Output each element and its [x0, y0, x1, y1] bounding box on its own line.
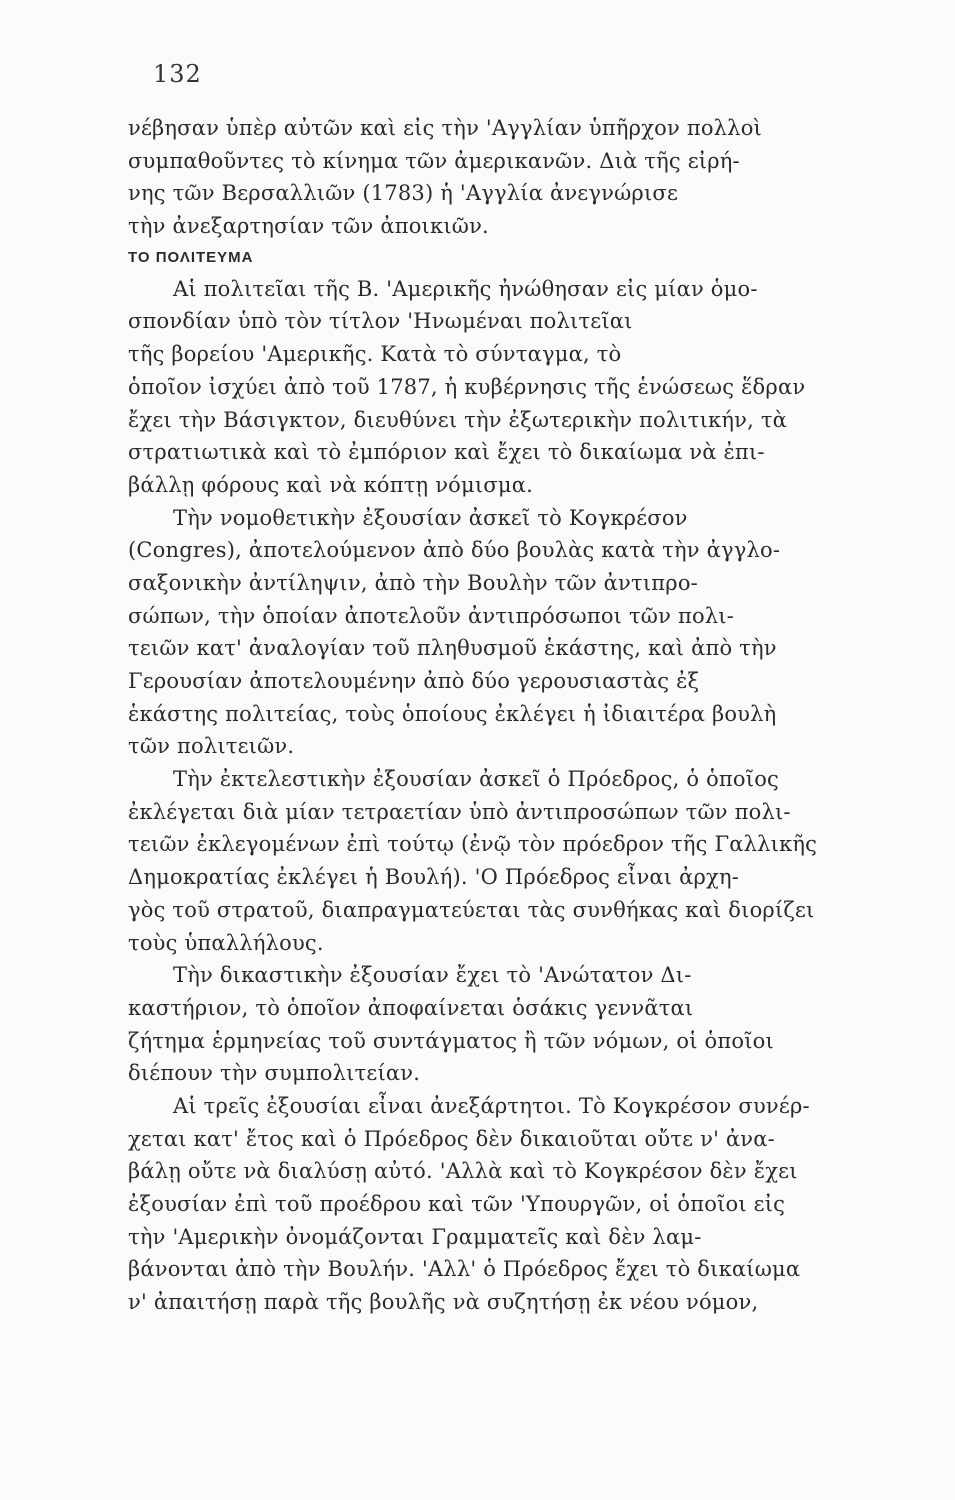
text-line: ζήτημα ἑρμηνείας τοῦ συντάγματος ἢ τῶν νόμων, οἱ ὁποῖοι — [128, 1028, 774, 1053]
text-line: τειῶν ἐκλεγομένων ἐπὶ τούτῳ (ἐνῷ τὸν πρόεδρον τῆς Γαλλικῆς — [128, 832, 818, 857]
paragraph-start-line: Αἱ τρεῖς ἐξουσίαι εἶναι ἀνεξάρτητοι. Τὸ Κογκρέσον συνέρ- — [173, 1093, 810, 1118]
body-text — [128, 112, 880, 1319]
text-line: Δημοκρατίας ἐκλέγει ἡ Βουλή). 'Ο Πρόεδρος εἶναι ἀρχη- — [128, 865, 740, 890]
text-line: γὸς τοῦ στρατοῦ, διαπραγματεύεται τὰς συνθήκας καὶ διορίζει — [128, 897, 815, 922]
text-line: χεται κατ' ἔτος καὶ ὁ Πρόεδρος δὲν δικαιοῦται οὔτε ν' ἀνα- — [128, 1126, 775, 1151]
text-line: βάλῃ οὔτε νὰ διαλύσῃ αὐτό. 'Αλλὰ καὶ τὸ Κογκρέσον δὲν ἔχει — [128, 1159, 798, 1184]
text-line: τοὺς ὑπαλλήλους. — [128, 930, 324, 955]
text-line: τῶν πολιτειῶν. — [128, 734, 295, 759]
paragraph-start-line: Τὴν δικαστικὴν ἐξουσίαν ἔχει τὸ 'Ανώτατον Δι- — [173, 963, 692, 988]
text-line: συμπαθοῦντες τὸ κίνημα τῶν ἀμερικανῶν. Διὰ τῆς εἰρή- — [128, 148, 740, 173]
text-line: τῆς βορείου 'Αμερικῆς. Κατὰ τὸ σύνταγμα, τὸ — [128, 342, 622, 367]
text-line: τὴν 'Αμερικὴν ὀνομάζονται Γραμματεῖς καὶ δὲν λαμ- — [128, 1224, 702, 1249]
text-line: νέβησαν ὑπὲρ αὐτῶν καὶ εἰς τὴν 'Αγγλίαν ὑπῆρχον πολλοὶ — [128, 116, 762, 140]
text-line: ἐκλέγεται διὰ μίαν τετραετίαν ὑπὸ ἀντιπροσώπων τῶν πολι- — [128, 799, 791, 824]
paragraph-start-line: Τὴν ἐκτελεστικὴν ἐξουσίαν ἀσκεῖ ὁ Πρόεδρος, ὁ ὁποῖος — [173, 767, 779, 792]
text-line: ν' ἀπαιτήσῃ παρὰ τῆς βουλῆς νὰ συζητήσῃ ἐκ νέου νόμον, — [128, 1290, 759, 1315]
text-line: διέπουν τὴν συμπολιτείαν. — [128, 1061, 421, 1086]
page-number: 132 — [153, 60, 202, 88]
text-line: Γερουσίαν ἀποτελουμένην ἀπὸ δύο γερουσιαστὰς ἐξ — [128, 669, 700, 693]
text-line: σπονδίαν ὑπὸ τὸν τίτλον 'Ηνωμέναι πολιτεῖαι — [128, 309, 633, 334]
paragraph-start-line: Τὴν νομοθετικὴν ἐξουσίαν ἀσκεῖ τὸ Κογκρέσον — [173, 505, 688, 530]
text-line: βάνονται ἀπὸ τὴν Βουλήν. 'Αλλ' ὁ Πρόεδρος ἔχει τὸ δικαίωμα — [128, 1257, 801, 1282]
text-line: ὁποῖον ἰσχύει ἀπὸ τοῦ 1787, ἡ κυβέρνησις τῆς ἑνώσεως ἕδραν — [128, 374, 806, 399]
text-line: στρατιωτικὰ καὶ τὸ ἐμπόριον καὶ ἔχει τὸ δικαίωμα νὰ ἐπι- — [128, 440, 765, 465]
section-heading: ΤΟ ΠΟΛΙΤΕΥΜΑ — [128, 248, 254, 266]
text-line: σώπων, τὴν ὁποίαν ἀποτελοῦν ἀντιπρόσωποι τῶν πολι- — [128, 603, 735, 628]
text-line: ἔχει τὴν Βάσιγκτον, διευθύνει τὴν ἐξωτερικὴν πολιτικήν, τὰ — [128, 407, 788, 432]
paragraph-start-line: Αἱ πολιτεῖαι τῆς Β. 'Αμερικῆς ἠνώθησαν εἰς μίαν ὁμο- — [173, 276, 758, 301]
text-line: τὴν ἀνεξαρτησίαν τῶν ἀποικιῶν. — [128, 214, 489, 239]
text-line: ἐξουσίαν ἐπὶ τοῦ προέδρου καὶ τῶν 'Υπουργῶν, οἱ ὁποῖοι εἰς — [128, 1192, 786, 1216]
text-line: σαξονικὴν ἀντίληψιν, ἀπὸ τὴν Βουλὴν τῶν ἀντιπρο- — [128, 570, 698, 595]
text-line: τειῶν κατ' ἀναλογίαν τοῦ πληθυσμοῦ ἑκάστης, καὶ ἀπὸ τὴν — [128, 636, 777, 661]
text-line: ἑκάστης πολιτείας, τοὺς ὁποίους ἐκλέγει ἡ ἰδιαιτέρα βουλὴ — [128, 701, 777, 726]
text-line: βάλλῃ φόρους καὶ νὰ κόπτῃ νόμισμα. — [128, 472, 533, 497]
text-line: νης τῶν Βερσαλλιῶν (1783) ἡ 'Αγγλία ἀνεγνώρισε — [128, 181, 679, 206]
text-line: (Congres), ἀποτελούμενον ἀπὸ δύο βουλὰς κατὰ τὴν ἀγγλο- — [128, 538, 781, 563]
text-line: καστήριον, τὸ ὁποῖον ἀποφαίνεται ὁσάκις γεννᾶται — [128, 995, 694, 1020]
